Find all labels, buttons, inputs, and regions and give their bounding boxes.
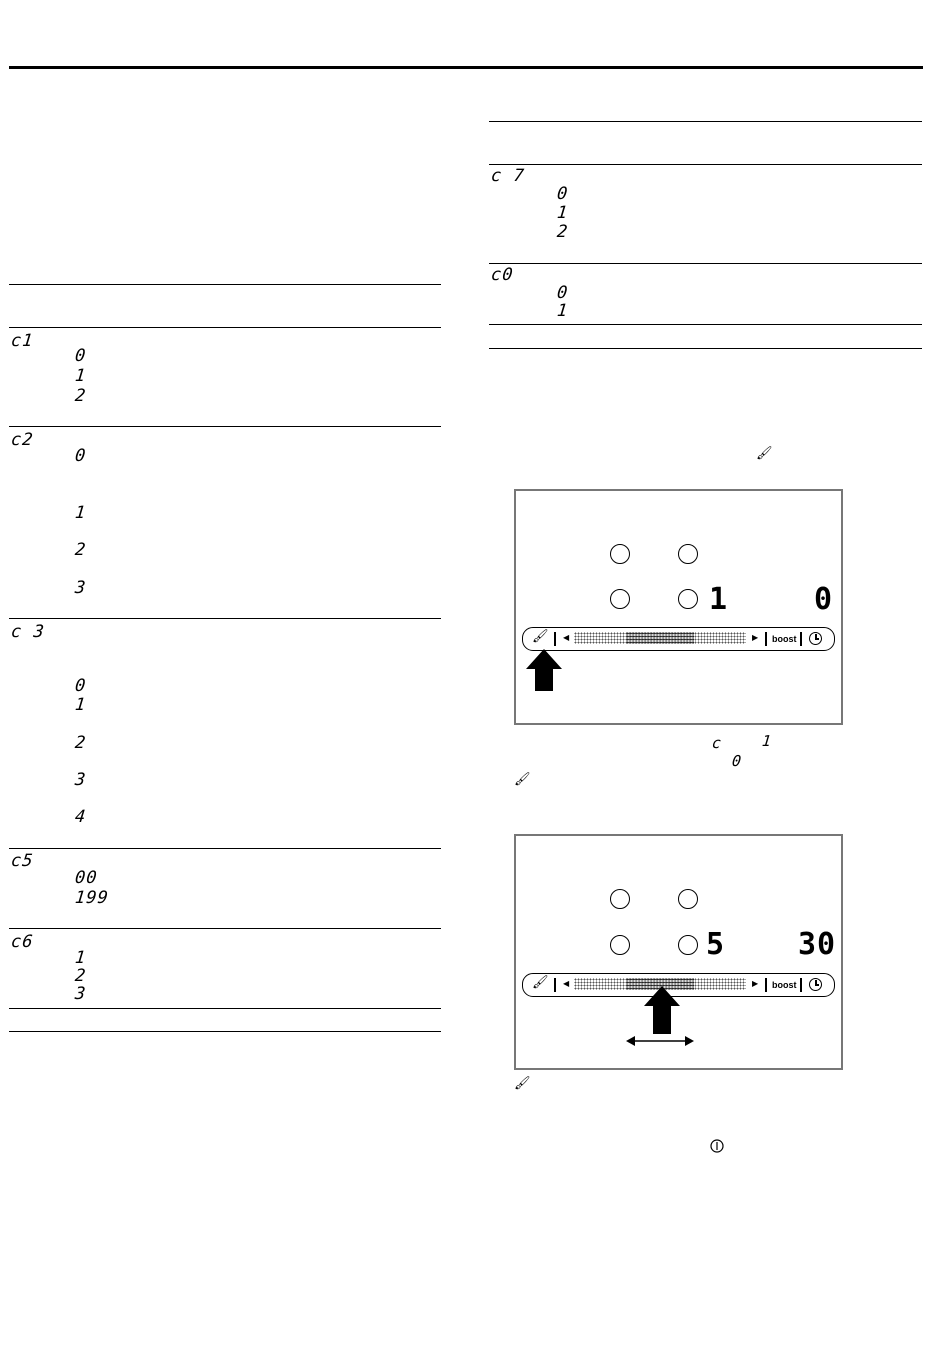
cleaning-lock-icon: 🖌: [514, 772, 531, 787]
value: 3: [74, 578, 88, 598]
timer-clock-icon[interactable]: [809, 978, 822, 991]
value: 3: [74, 770, 88, 790]
value: 0: [556, 283, 570, 303]
value: 2: [74, 966, 88, 986]
page-top-rule: [9, 66, 923, 69]
cooking-zone-indicator: [678, 544, 698, 564]
table-rule: [489, 121, 922, 122]
separator: [554, 978, 556, 992]
code-c3: c 3: [10, 622, 46, 642]
display-digit-zero: 0: [731, 752, 744, 770]
table-rule: [9, 1008, 441, 1009]
value: 3: [74, 984, 88, 1004]
display-digit-left: 1: [709, 582, 729, 617]
separator: [800, 978, 802, 992]
cooking-zone-indicator: [678, 589, 698, 609]
table-rule: [9, 1031, 441, 1032]
power-icon: [710, 1139, 724, 1153]
display-digit-left: 5: [706, 927, 726, 962]
table-rule: [9, 928, 441, 929]
press-arrow-icon: [526, 649, 562, 691]
cleaning-lock-button-icon[interactable]: 🖌: [532, 975, 549, 990]
cooking-zone-indicator: [610, 544, 630, 564]
code-c5: c5: [10, 851, 35, 871]
table-rule: [9, 284, 441, 285]
value: 1: [556, 301, 570, 321]
cooking-zone-indicator: [678, 935, 698, 955]
value: 00: [74, 868, 99, 888]
value: 0: [74, 446, 88, 466]
control-panel-figure-2: [514, 834, 843, 1070]
cooking-zone-indicator: [610, 889, 630, 909]
code-c6: c6: [10, 932, 35, 952]
cooking-zone-indicator: [610, 935, 630, 955]
separator: [765, 978, 767, 992]
table-rule: [489, 263, 922, 264]
value: 0: [74, 346, 88, 366]
value: 1: [74, 948, 88, 968]
control-panel-figure-1: [514, 489, 843, 725]
value: 199: [74, 888, 110, 908]
cleaning-lock-icon: 🖌: [514, 1076, 531, 1091]
separator: [800, 632, 802, 646]
press-arrow-icon: [644, 986, 680, 1034]
cleaning-lock-icon: 🖌: [756, 446, 773, 461]
value: 1: [556, 203, 570, 223]
display-digit-right: 30: [798, 927, 837, 962]
display-letter-c: c: [711, 734, 724, 752]
code-c7: c 7: [490, 166, 526, 186]
slider-left-arrow-icon[interactable]: ◀: [563, 979, 570, 988]
cleaning-lock-button-icon[interactable]: 🖌: [532, 629, 549, 644]
boost-button[interactable]: boost: [772, 634, 797, 644]
slider-right-arrow-icon[interactable]: ▶: [752, 979, 759, 988]
value: 0: [74, 676, 88, 696]
code-c2: c2: [10, 430, 35, 450]
touch-slider-center: [626, 632, 694, 644]
timer-clock-icon[interactable]: [809, 632, 822, 645]
value: 2: [74, 386, 88, 406]
code-c0: c0: [490, 265, 515, 285]
separator: [765, 632, 767, 646]
display-digit-right: 0: [814, 582, 834, 617]
separator: [554, 632, 556, 646]
table-rule: [9, 848, 441, 849]
value: 0: [556, 184, 570, 204]
value: 2: [556, 222, 570, 242]
display-digit-one: 1: [761, 732, 774, 750]
value: 4: [74, 807, 88, 827]
value: 1: [74, 503, 88, 523]
cooking-zone-indicator: [610, 589, 630, 609]
value: 1: [74, 695, 88, 715]
table-rule: [9, 426, 441, 427]
swipe-double-arrow-icon: [626, 1034, 694, 1048]
slider-right-arrow-icon[interactable]: ▶: [752, 633, 759, 642]
value: 2: [74, 540, 88, 560]
boost-button[interactable]: boost: [772, 980, 797, 990]
value: 1: [74, 366, 88, 386]
slider-left-arrow-icon[interactable]: ◀: [563, 633, 570, 642]
table-rule: [489, 348, 922, 349]
table-rule: [9, 327, 441, 328]
value: 2: [74, 733, 88, 753]
cooking-zone-indicator: [678, 889, 698, 909]
table-rule: [489, 164, 922, 165]
table-rule: [9, 618, 441, 619]
code-c1: c1: [10, 331, 35, 351]
table-rule: [489, 324, 922, 325]
